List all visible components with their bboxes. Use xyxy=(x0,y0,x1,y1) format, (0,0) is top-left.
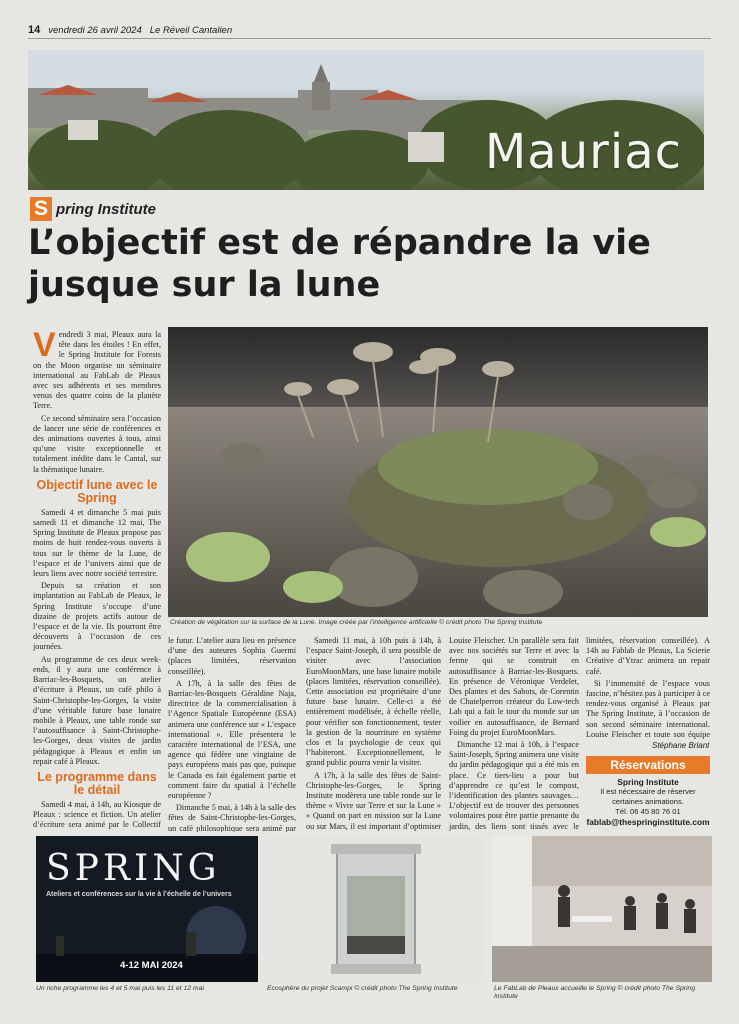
issue-date: vendredi 26 avril 2024 xyxy=(48,24,142,36)
dropcap: V xyxy=(33,330,56,364)
paragraph: limitées, réservation conseillée). A 14h au Fablab de Pleaux, La Scierie Créative d’Ytrac animera un repair café. xyxy=(586,636,710,676)
fablab-illustration xyxy=(492,836,712,982)
paragraph: Depuis sa création et son implantation au FabLab de Pleaux, le Spring Institute s’occupe d’une dizaine de projets actifs autour de l’espace et de la vie. Ils pourront être découverts à l’occasion de ces journées. xyxy=(33,581,161,652)
caption-fablab: Le FabLab de Pleaux accueille le Spring © crédit photo The Spring Institute xyxy=(494,985,696,1000)
town-name: Mauriac xyxy=(484,124,682,180)
paragraph: A 17h, à la salle des fêtes de Saint-Christophe-les-Gorges, le Spring Institute modèrera une table ronde sur le thème « Vivre sur Terre et sur la Lune » « Quand on part en mission sur la Lune ou sur Mars, il est important d’optimiser xyxy=(306,770,441,831)
ecosphere-photo xyxy=(265,836,485,982)
lunar-landscape-illustration xyxy=(168,327,708,617)
paragraph: Dimanche 5 mai, à 14h à la salle des fêtes de Saint-Christophe-les-Gorges, un café philosophique sera animé par xyxy=(168,803,296,832)
intro-paragraph xyxy=(33,330,161,412)
subheading-programme: Le programme dans le détail xyxy=(37,769,157,797)
reservations-box xyxy=(586,777,710,827)
intro-text: endredi 3 mai, Pleaux aura la tête dans les étoiles ! En effet, le Spring Institute for Forests on the Moon organise un séminaire international au FabLab de Pleaux avec ses adhérents et ses membres venus des quatre coins de la planète Terre. xyxy=(33,330,161,411)
poster-subtitle: Ateliers et conférences sur la vie à l’échelle de l’univers xyxy=(46,891,232,898)
reservations-org: Spring Institute xyxy=(617,777,679,787)
reservations-text: Il est nécessaire de réserver certaines animations. xyxy=(600,787,696,806)
paragraph: A 17h, à la salle des fêtes de Barriac-les-Bosquets Géraldine Naja, directrice de la commercialisation à l’Agence Spatiale Européenne (ESA) animera une conférence sur « L’espace international ». Elle présentera le caractère international de l’ESA, une agence qui fédère une vingtaine de pays européens mais pas que, puisque le Canada en fait également partie et comment faire du spatial à l’échelle européenne ? xyxy=(168,678,296,801)
kicker-text: pring Institute xyxy=(56,200,156,218)
section-kicker xyxy=(30,197,156,221)
caption-ecosphere: Ecosphère du projet Scampi © crédit photo The Spring Institute xyxy=(267,985,458,992)
paragraph: Louise Fleischer. Un parallèle sera fait avec nos sociétés sur Terre et avec la ferme qui se construit en autosuffisance à Barriac-les-Bosquets. En présence de Véronique Verdelet, Des plantes et des Sabots, de Corentin de Chatelperron créateur du Low-tech Lab qui a fait le tour du monde sur un voilier en autosuffisance, de Bernard Foing du projet EuroMoonMars. xyxy=(449,636,579,737)
column-3 xyxy=(306,636,441,832)
town-banner xyxy=(28,50,704,190)
column-5 xyxy=(586,636,710,740)
poster-dates: 4-12 MAI 2024 xyxy=(120,960,183,971)
column-4 xyxy=(449,636,579,832)
paragraph: le futur. L’atelier aura lieu en présence d’une des auteures Sophia Guermi (places limitées, réservation conseillée). xyxy=(168,636,296,676)
photo-caption: Création de végétation sur la surface de la Lune. Image créée par l’intelligence artificielle © crédit photo The Spring Institute xyxy=(170,619,543,626)
spring-poster xyxy=(36,836,258,982)
paragraph: Ce second séminaire sera l’occasion de lancer une série de conférences et des animations ouvertes à tous, ainsi qu’une visite exceptionnelle et totalement inédite dans le Cantal, sur la thématique lunaire. xyxy=(33,413,161,474)
article-headline: L’objectif est de répandre la vie jusque sur la lune xyxy=(28,223,651,305)
reservations-heading: Réservations xyxy=(586,756,710,774)
author-signature: Stéphane Briant xyxy=(652,741,710,750)
poster-title: SPRING xyxy=(46,848,221,889)
moon-vegetation-photo xyxy=(168,327,708,617)
paragraph: Samedi 4 et dimanche 5 mai puis samedi 11 et dimanche 12 mai, The Spring Institute de Pleaux propose pas moins de huit rendez-vous ouverts à tous sur le thème de la Lune, de l’espace et de l’univers ainsi que de leurs liens avec notre société terrestre. xyxy=(33,507,161,579)
subheading-objectif: Objectif lune avec le Spring xyxy=(36,477,158,505)
running-header xyxy=(28,22,711,39)
column-2 xyxy=(168,636,296,832)
fablab-photo xyxy=(492,836,712,982)
paragraph: Samedi 11 mai, à 10h puis à 14h, à l’espace Saint-Joseph, il sera possible de visiter avec l’association EuroMoonMars, une base lunaire mobile (places limitées, réservation conseillée). Cette association est propriétaire d’une future base lunaire. Celle-ci a été entièrement modélisée, à échelle réelle, pour vérifier son fonctionnement, tester la gestion de la nourriture en système clos et la psychologie de ceux qui l’habiteront. Exceptionnellement, le grand public pourra venir la visiter. xyxy=(306,636,441,768)
paragraph: Samedi 4 mai, à 14h, au Kiosque de Pleaux : science et fiction. Un atelier d’écriture sera animé par le Collectif xyxy=(33,799,161,830)
caption-poster: Un riche programme les 4 et 5 mai puis les 11 et 12 mai xyxy=(36,985,204,992)
paragraph: Au programme de ces deux week-ends, il y aura une conférence à Barriac-les-Bosquets, un atelier d’écriture à Pleaux, un café philo à Saint-Christophe-les-Gorges, la visite d’une véritable future base lunaire mobile à Pleaux, une table ronde sur l’autosuffisance à Saint-Christophe-les-Gorges, deux visites de jardin pédagogique à Pleaux et enfin un repair café à Pleaux. xyxy=(33,654,161,766)
paragraph: Dimanche 12 mai à 10h, à l’espace Saint-Joseph, Spring animera une visite du jardin pédagogique qui a été mis en place. Ce tiers-lieu a pour but d’apprendre ce qu’est le compost, l’identification des plantes sauvages… L’objectif est de trouver des personnes volontaires pour être partie prenante du jardin, des liens sont tissés avec le xyxy=(449,740,579,831)
reservations-phone: Tél. 06 45 80 76 01 xyxy=(615,807,681,816)
page-number: 14 xyxy=(28,24,41,36)
kicker-initial: S xyxy=(30,197,52,221)
paragraph: Si l’immensité de l’espace vous fascine, n’hésitez pas à participer à ce rendez-vous organisé à Pleaux par The Spring Institute, à l’occasion de son second séminaire international. Louise Fleischer et toute son équipe xyxy=(586,678,710,739)
column-1 xyxy=(33,330,161,832)
ecosphere-illustration xyxy=(265,836,485,982)
newspaper-name: Le Réveil Cantalien xyxy=(149,24,233,36)
reservations-email: fablab@thespringinstitute.com xyxy=(586,817,710,827)
